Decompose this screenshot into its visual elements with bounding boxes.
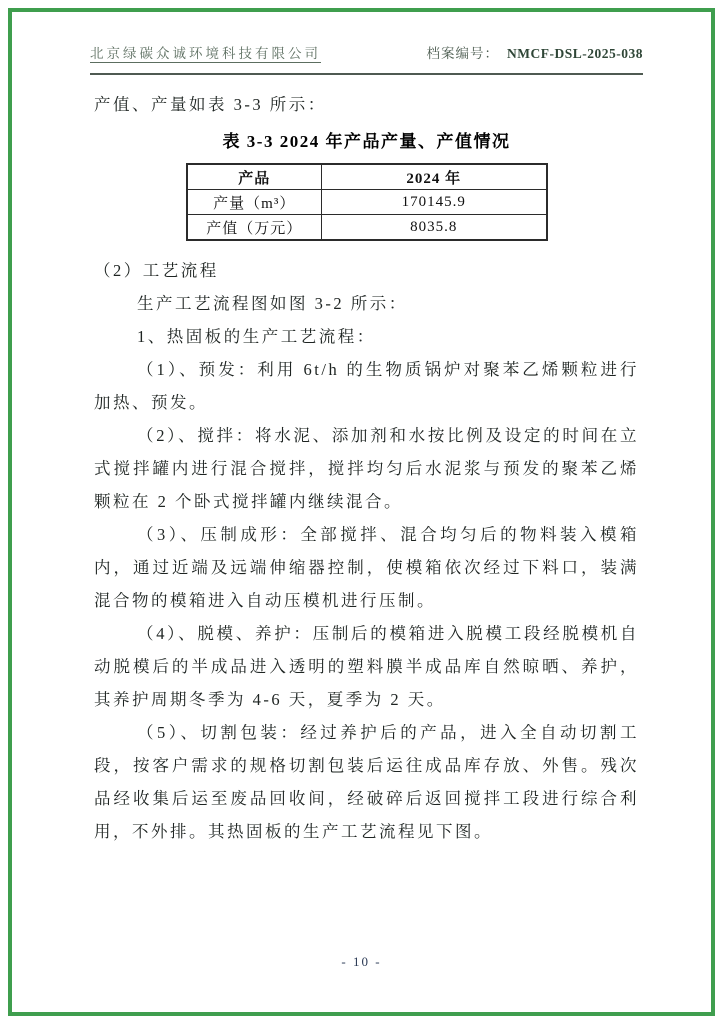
paragraph-step-1-prefoaming: （1）、预发：利用 6t/h 的生物质锅炉对聚苯乙烯颗粒进行加热、预发。 (94, 360, 639, 412)
paragraph-step-5-cutting-packing: （5）、切割包装：经过养护后的产品，进入全自动切割工段，按客户需求的规格切割包装后运往成品库存放、外售。残次品经收集后运至废品回收间，经破碎后返回搅拌工段进行综合利用，不外排。其热固板的生产工艺流程见下图。 (94, 723, 639, 841)
table-cell-output-label: 产量（m³） (187, 190, 322, 215)
table-row-value (187, 215, 547, 241)
table-row-output (187, 190, 547, 215)
table-header-product: 产品 (187, 164, 322, 190)
page-header (90, 44, 643, 75)
page-content (94, 88, 639, 848)
section-heading-process-flow: （2）工艺流程 (94, 261, 219, 280)
intro-line: 产值、产量如表 3-3 所示： (94, 95, 327, 114)
archive-label: 档案编号： (426, 46, 499, 61)
company-name: 北京绿碳众诚环境科技有限公司 (90, 46, 321, 61)
table-cell-output-value: 170145.9 (322, 190, 547, 215)
paragraph-step-4-demolding-curing: （4）、脱模、养护：压制后的模箱进入脱模工段经脱模机自动脱模后的半成品进入透明的塑料膜半成品库自然晾晒、养护，其养护周期冬季为 4-6 天，夏季为 2 天。 (94, 624, 639, 709)
page-footer (0, 954, 723, 970)
paragraph-figure-reference: 生产工艺流程图如图 3-2 所示： (137, 294, 408, 313)
table-title: 表 3-3 2024 年产品产量、产值情况 (222, 132, 511, 151)
table-cell-value-label: 产值（万元） (187, 215, 322, 241)
paragraph-process-list-title: 1、热固板的生产工艺流程： (137, 327, 376, 346)
archive-number-group (427, 44, 644, 64)
table-cell-value-value: 8035.8 (322, 215, 547, 241)
page-number: - 10 - (341, 954, 382, 969)
body-paragraphs (94, 254, 639, 848)
paragraph-step-2-mixing: （2）、搅拌：将水泥、添加剂和水按比例及设定的时间在立式搅拌罐内进行混合搅拌，搅拌均匀后水泥浆与预发的聚苯乙烯颗粒在 2 个卧式搅拌罐内继续混合。 (94, 426, 639, 511)
table-header-row (187, 164, 547, 190)
paragraph-step-3-pressing: （3）、压制成形：全部搅拌、混合均匀后的物料装入模箱内，通过近端及远端伸缩器控制，使模箱依次经过下料口，装满混合物的模箱进入自动压模机进行压制。 (94, 525, 639, 610)
production-table (186, 163, 548, 241)
archive-value: NMCF-DSL-2025-038 (507, 46, 643, 61)
table-header-year: 2024 年 (322, 164, 547, 190)
